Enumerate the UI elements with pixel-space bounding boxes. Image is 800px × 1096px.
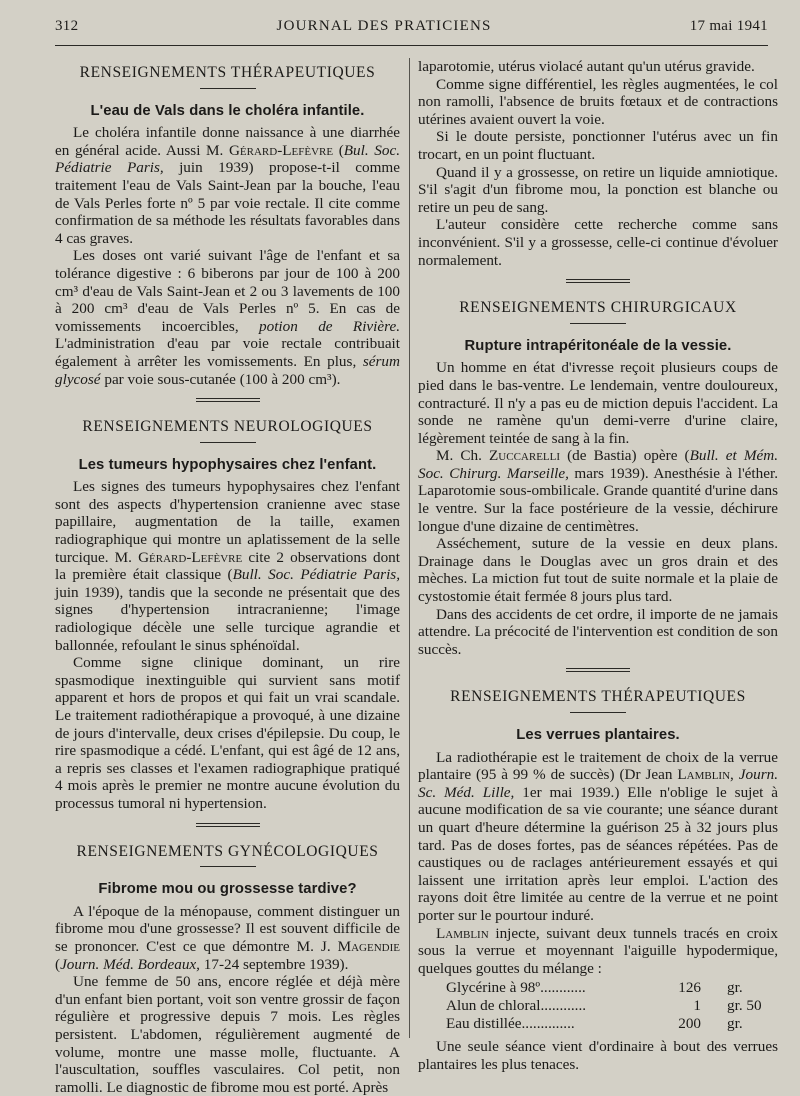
- article-title-fibrome: Fibrome mou ou grossesse tardive?: [98, 881, 357, 898]
- section-separator: [196, 398, 260, 402]
- right-column: [418, 58, 778, 1073]
- paragraph: Les signes des tumeurs hypophysaires chez l'enfant sont des aspects d'hypertension cranienne avec stase papillaire, augmentation de la taille, examen radiographique qui montre un aplatissement de la selle turcique. M. Gérard-Lefèvre cite 2 observations dont la première était classique (Bull. Soc. Pédiatrie Paris, juin 1939), tandis que la seconde ne présentait que des signes d'hypertension intracranienne; l'image radiologique décèle une selle turcique agrandie et ballonnée, refoulant le sinus sphénoïdal.: [55, 478, 400, 654]
- paragraph: Asséchement, suture de la vessie en deux plans. Drainage dans le Douglas avec un gros drain et des mèches. La miction fut tout de suite normale et la plaie de cystostomie était fermée 8 jours plus tard.: [418, 535, 778, 606]
- paragraph: Le choléra infantile donne naissance à une diarrhée en général acide. Aussi M. Gérard-Lefèvre (Bul. Soc. Pédiatrie Paris, juin 1939) propose-t-il comme traitement l'eau de Vals Saint-Jean par la bouche, l'eau de Vals Perles forte nº 5 par voie rectale. Il cite comme confirmation de sa méthode les résultats favorables dans 4 cas graves.: [55, 124, 401, 247]
- paragraph: Lamblin injecte, suivant deux tunnels tracés en croix sous la verrue et moyennant l'aiguille hypodermique, quelques gouttes du mélange :: [418, 924, 778, 977]
- section-underline: [570, 712, 626, 713]
- ingredient-name: Alun de chloral............: [446, 996, 587, 1014]
- section-heading-gynecologiques: RENSEIGNEMENTS GYNÉCOLOGIQUES: [76, 842, 379, 860]
- paragraph: Dans des accidents de cet ordre, il importe de ne jamais attendre. La précocité de l'intervention est condition de son succès.: [418, 605, 778, 658]
- paragraph: Une seule séance vient d'ordinaire à bout des verrues plantaires les plus tenaces.: [418, 1038, 778, 1073]
- paragraph: Comme signe clinique dominant, un rire spasmodique inextinguible qui survient sans motif apparent et hors de propos et qui fait un vrai scandale. Le traitement radiothérapique a provoqué, à une dizaine de jours d'intervalle, deux crises d'épilepsie. Du coup, le rire spasmodique a cédé. L'enfant, qui est âgé de 12 ans, a repris ses classes et l'examen radiographique pratiqué 4 mois après le premier ne montre aucune évolution du processus tumoral ni hypertension.: [55, 654, 400, 812]
- ingredient-qty: 1: [693, 996, 701, 1014]
- paragraph: Si le doute persiste, ponctionner l'utérus avec un fin trocart, en un point fluctuant.: [418, 128, 778, 163]
- ingredient-qty: 200: [678, 1014, 701, 1032]
- formula-row: [446, 979, 778, 997]
- article-title-vals: L'eau de Vals dans le choléra infantile.: [90, 102, 365, 119]
- paragraph: Un homme en état d'ivresse reçoit plusieurs coups de pied dans le bas-ventre. Le lendemain, ventre douloureux, contracturé. Il n'y a pas eu de miction depuis l'accident. La sonde ne ramène qu'un demi-verre d'urine claire, légèrement teintée de sang à la fin.: [418, 359, 778, 447]
- paragraph: Comme signe différentiel, les règles augmentées, le col non ramolli, l'absence de bruits fœtaux et de contractions utérines avaient ouvert la voie.: [418, 75, 778, 128]
- paragraph: Quand il y a grossesse, on retire un liquide amniotique. S'il s'agit d'un fibrome mou, la ponction est blanche ou retire un peu de sang.: [418, 163, 778, 216]
- section-underline: [200, 442, 256, 443]
- journal-title: JOURNAL DES PRATICIENS: [276, 18, 492, 34]
- paragraph: La radiothérapie est le traitement de choix de la verrue plantaire (95 à 99 % de succès) (Dr Jean Lamblin, Journ. Sc. Méd. Lille, 1er mai 1939.) Elle n'oblige le sujet à aucune modification de sa vie courante; une séance durant un quart d'heure détermine la guérison 25 à 32 jours plus tard. Pas de doses fortes, pas de séances répétées. Pas de caustiques ou de raclages antérieurement essayés et qui laissent une irritation après leur emploi. L'action des rayons doit être limitée au centre de la verrue et ne point porter sur le pourtour induré.: [418, 748, 779, 924]
- header-rule: [55, 45, 768, 46]
- section-heading-therapeutiques-2: RENSEIGNEMENTS THÉRAPEUTIQUES: [450, 688, 746, 706]
- paragraph-continued: laparotomie, utérus violacé autant qu'un utérus gravide.: [418, 58, 755, 75]
- ingredient-unit: gr.: [727, 979, 743, 997]
- article-title-verrues: Les verrues plantaires.: [516, 727, 680, 743]
- paragraph: A l'époque de la ménopause, comment distinguer un fibrome mou d'une grossesse? Il est souvent difficile de se prononcer. C'est ce que démontre M. J. Magendie (Journ. Méd. Bordeaux, 17-24 septembre 1939).: [55, 902, 400, 973]
- paragraph: M. Ch. Zuccarelli (de Bastia) opère (Bull. et Mém. Soc. Chirurg. Marseille, mars 1939). Anesthésie à l'éther. Laparotomie sous-ombilicale. Grande quantité d'urine dans le ventre. Sur la face postérieure de la vessie, déchirure longue d'une dizaine de centimètres.: [418, 447, 779, 535]
- section-heading-neurologiques: RENSEIGNEMENTS NEUROLOGIQUES: [82, 418, 373, 436]
- paragraph: Une femme de 50 ans, encore réglée et déjà mère d'un enfant bien portant, voit son ventre grossir de façon régulière et progressive depuis 7 mois. Les règles persistent. L'abdomen, régulièrement augmenté de volume, montre une masse molle, fluctuante. A l'auscultation, souffles vasculaires. Col petit, non ramolli. Le diagnostic de fibrome mou est porté. Après: [55, 973, 400, 1096]
- ingredient-name: Glycérine à 98º............: [446, 979, 586, 997]
- section-heading-therapeutiques: RENSEIGNEMENTS THÉRAPEUTIQUES: [79, 64, 376, 81]
- article-title-vessie: Rupture intrapéritonéale de la vessie.: [464, 337, 732, 354]
- paragraph: L'auteur considère cette recherche comme sans inconvénient. S'il y a grossesse, celle-ci continue d'évoluer normalement.: [418, 216, 778, 269]
- issue-date: 17 mai 1941: [689, 18, 768, 34]
- page-number: 312: [55, 18, 79, 34]
- ingredient-unit: gr. 50: [727, 996, 762, 1014]
- prescription-formula: [446, 979, 778, 1032]
- section-underline: [200, 88, 256, 89]
- left-column: [55, 58, 400, 1096]
- section-separator: [566, 279, 630, 283]
- column-divider: [409, 58, 410, 1038]
- formula-row: [446, 997, 778, 1015]
- formula-row: [446, 1015, 778, 1033]
- section-underline: [570, 323, 626, 324]
- section-heading-chirurgicaux: RENSEIGNEMENTS CHIRURGICAUX: [459, 299, 737, 317]
- ingredient-qty: 126: [678, 979, 701, 997]
- running-header: [55, 18, 768, 35]
- section-underline: [200, 866, 256, 867]
- article-title-hypophysaires: Les tumeurs hypophysaires chez l'enfant.: [78, 456, 377, 473]
- ingredient-name: Eau distillée..............: [446, 1014, 575, 1032]
- section-separator: [566, 668, 630, 672]
- paragraph: Les doses ont varié suivant l'âge de l'enfant et sa tolérance digestive : 6 biberons par jour de 100 à 200 cm³ d'eau de Vals Saint-Jean et 2 ou 3 lavements de 100 à 200 cm³ d'eau de Vals Perles nº 5. En cas de vomissements incoercibles, potion de Rivière. L'administration d'eau par voie rectale contribuait également à arrêter les vomissements. En plus, sérum glycosé par voie sous-cutanée (100 à 200 cm³).: [55, 247, 400, 388]
- section-separator: [196, 823, 260, 827]
- ingredient-unit: gr.: [727, 1014, 743, 1032]
